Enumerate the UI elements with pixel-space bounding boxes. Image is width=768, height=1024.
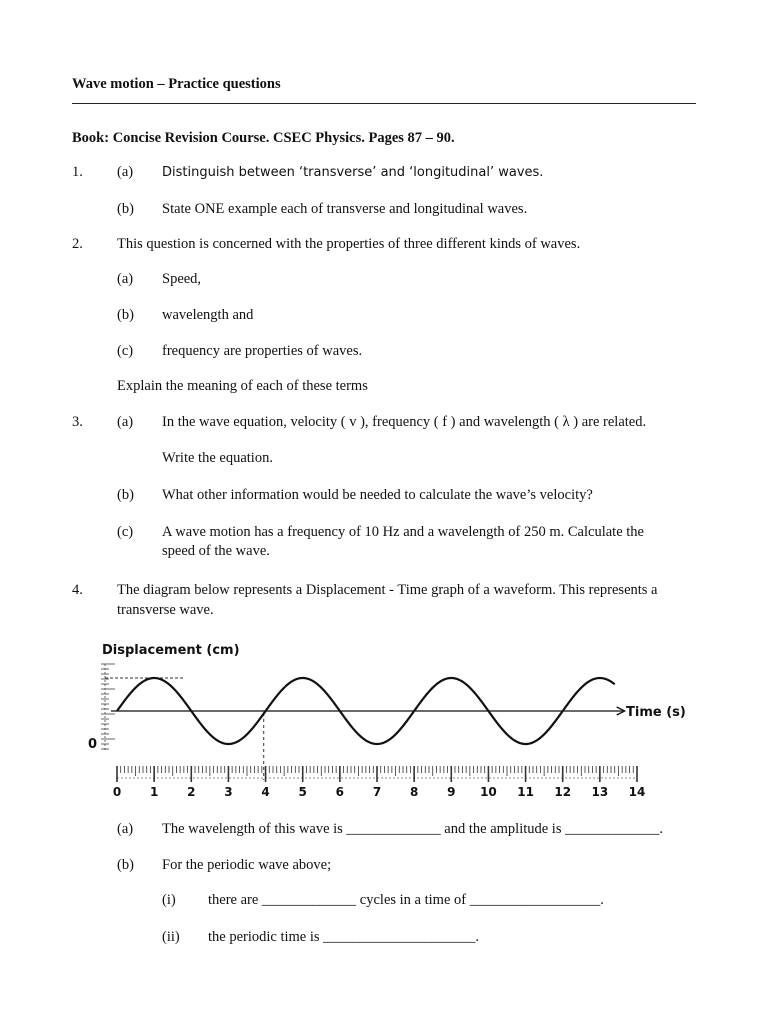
time-tick-label: 5 — [298, 785, 307, 799]
q4b-label: (b) — [117, 857, 134, 873]
page-title: Wave motion – Practice questions — [72, 76, 281, 92]
q3c-text1: A wave motion has a frequency of 10 Hz and a wavelength of 250 m. Calculate the — [162, 524, 644, 540]
q2a-text: Speed, — [162, 271, 202, 287]
q2-number: 2. — [72, 236, 83, 252]
time-tick-label: 1 — [149, 785, 159, 799]
q3c-text2: speed of the wave. — [162, 543, 270, 559]
time-tick-label: 11 — [517, 785, 534, 799]
q1-number: 1. — [72, 164, 83, 180]
q4bii-label: (ii) — [162, 929, 180, 945]
displacement-time-graph — [84, 632, 704, 802]
time-tick-label: 3 — [224, 785, 233, 799]
origin-label: 0 — [88, 737, 98, 752]
time-tick-label: 9 — [447, 785, 456, 799]
q4a-label: (a) — [117, 821, 134, 837]
q3b-text: What other information would be needed to calculate the wave’s velocity? — [162, 487, 593, 503]
q4bi-label: (i) — [162, 892, 176, 908]
q4b-text: For the periodic wave above; — [162, 857, 332, 873]
q2-stem: This question is concerned with the properties of three different kinds of waves. — [117, 236, 581, 252]
time-tick-label: 4 — [261, 785, 270, 799]
q4a-text: The wavelength of this wave is _____________ and the amplitude is _____________. — [162, 821, 663, 837]
q4-stem-line1: The diagram below represents a Displacement - Time graph of a waveform. This represents a — [117, 582, 658, 598]
q2c-label: (c) — [117, 343, 134, 359]
q2b-text: wavelength and — [162, 307, 254, 323]
time-tick-label: 12 — [554, 785, 572, 799]
q2b-label: (b) — [117, 307, 134, 323]
q4-number: 4. — [72, 582, 83, 598]
time-axis-scale — [113, 766, 646, 799]
time-tick-label: 2 — [187, 785, 196, 799]
q1a-text: Distinguish between ‘transverse’ and ‘longitudinal’ waves. — [162, 165, 544, 180]
q3c-label: (c) — [117, 524, 134, 540]
time-tick-label: 13 — [591, 785, 609, 799]
time-tick-label: 8 — [409, 785, 419, 799]
q4bii-text: the periodic time is _____________________. — [208, 929, 480, 945]
time-tick-label: 7 — [372, 785, 382, 799]
q1a-label: (a) — [117, 164, 134, 180]
x-axis-label: Time (s) — [626, 705, 686, 720]
q3a-text: In the wave equation, velocity ( v ), frequency ( f ) and wavelength ( λ ) are related. — [162, 414, 647, 430]
q4bi-text: there are _____________ cycles in a time of __________________. — [208, 892, 604, 908]
q3b-label: (b) — [117, 487, 134, 503]
q3-number: 3. — [72, 414, 83, 430]
graph-axes — [101, 664, 625, 780]
time-tick-label: 6 — [335, 785, 345, 799]
q4-stem-line2: transverse wave. — [117, 602, 214, 618]
q3a-text2: Write the equation. — [162, 450, 273, 466]
q1b-label: (b) — [117, 201, 134, 217]
q2a-label: (a) — [117, 271, 134, 287]
title-divider — [72, 103, 696, 104]
time-tick-label: 0 — [112, 785, 122, 799]
q2c-text: frequency are properties of waves. — [162, 343, 363, 359]
q2-explain: Explain the meaning of each of these terms — [117, 378, 368, 394]
q3a-label: (a) — [117, 414, 134, 430]
time-tick-label: 14 — [628, 785, 646, 799]
time-tick-label: 10 — [480, 785, 497, 799]
y-axis-label: Displacement (cm) — [102, 643, 240, 658]
book-reference: Book: Concise Revision Course. CSEC Physics. Pages 87 – 90. — [72, 130, 455, 146]
q1b-text: State ONE example each of transverse and longitudinal waves. — [162, 201, 528, 217]
